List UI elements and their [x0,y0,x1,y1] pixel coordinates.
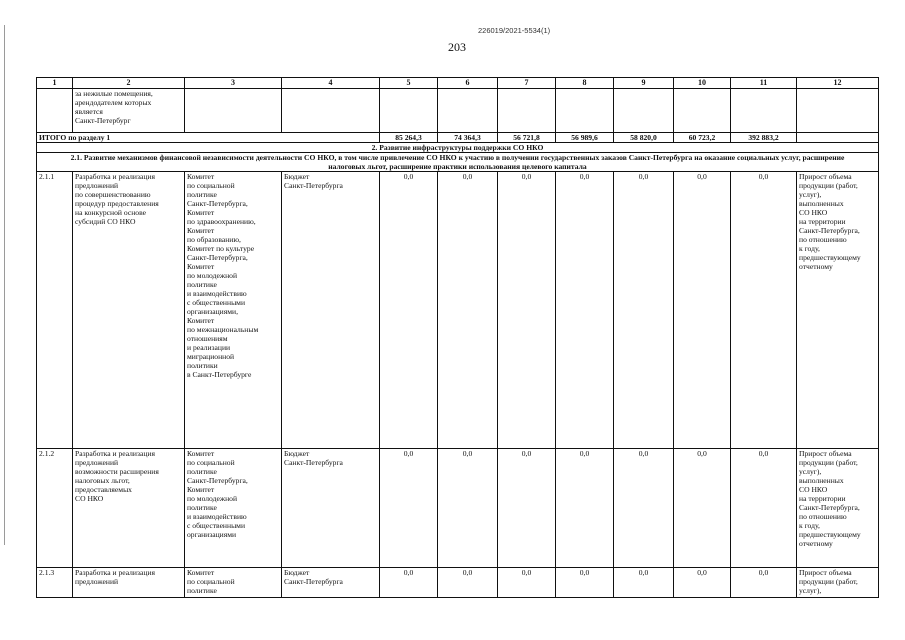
column-header: 4 [282,78,380,89]
funding-source: Бюджет Санкт-Петербурга [282,172,380,449]
program-table [36,77,879,598]
column-header: 8 [556,78,614,89]
amount-cell: 0,0 [498,449,556,568]
column-header: 3 [185,78,282,89]
amount-cell: 0,0 [380,568,438,598]
amount-cell: 0,0 [380,172,438,449]
column-header: 5 [380,78,438,89]
measure-name: Разработка и реализация предложений возможности расширения налоговых льгот, предоставляемых СО НКО [73,449,185,568]
column-header: 10 [674,78,731,89]
funding-source: Бюджет Санкт-Петербурга [282,449,380,568]
amount-cell: 0,0 [498,172,556,449]
measure-name: Разработка и реализация предложений [73,568,185,598]
amount-cell: 0,0 [438,172,498,449]
amount-cell: 0,0 [556,449,614,568]
row-number: 2.1.3 [37,568,73,598]
expected-result: Прирост объема продукции (работ, услуг), выполненных СО НКО на территории Санкт-Петербурга, по отношению к году, предшествующему отчетному [797,172,879,449]
total-value: 60 723,2 [674,133,731,143]
column-header: 11 [731,78,797,89]
page-number: 203 [448,40,466,54]
total-value: 85 264,3 [380,133,438,143]
column-header: 12 [797,78,879,89]
row-number: 2.1.1 [37,172,73,449]
amount-cell: 0,0 [556,172,614,449]
total-value: 56 721,8 [498,133,556,143]
measure-name: Разработка и реализация предложений по совершенствованию процедур предоставления на конкурсной основе субсидий СО НКО [73,172,185,449]
funding-source: Бюджет Санкт-Петербурга [282,568,380,598]
scan-edge-line [4,25,5,545]
table-row [37,172,879,449]
table-row [37,568,879,598]
table-row [37,449,879,568]
column-header: 6 [438,78,498,89]
continued-item-text: за нежилые помещения, арендодателем которых является Санкт-Петербург [73,89,185,133]
section-title: 2. Развитие инфраструктуры поддержки СО НКО [37,143,879,153]
amount-cell: 0,0 [438,568,498,598]
total-value: 56 989,6 [556,133,614,143]
total-label: ИТОГО по разделу 1 [37,133,380,143]
executor: Комитет по социальной политике Санкт-Петербурга, Комитет по здравоохранению, Комитет по образованию, Комитет по культуре Санкт-Петербурга, Комитет по молодежной политике и взаимодействию с общественными организациями, Комитет по межнациональным отношениям и реализации миграционной политики в Санкт-Петербурге [185,172,282,449]
subsection-row [37,153,879,172]
amount-cell: 0,0 [731,568,797,598]
executor: Комитет по социальной политике [185,568,282,598]
amount-cell: 0,0 [674,449,731,568]
column-header: 1 [37,78,73,89]
amount-cell: 0,0 [556,568,614,598]
amount-cell: 0,0 [498,568,556,598]
amount-cell: 0,0 [614,172,674,449]
amount-cell: 0,0 [380,449,438,568]
amount-cell: 0,0 [674,172,731,449]
total-row [37,133,879,143]
total-value: 392 883,2 [731,133,797,143]
total-value: 58 820,0 [614,133,674,143]
amount-cell: 0,0 [614,568,674,598]
amount-cell: 0,0 [674,568,731,598]
row-number: 2.1.2 [37,449,73,568]
total-value: 74 364,3 [438,133,498,143]
amount-cell: 0,0 [614,449,674,568]
document-id: 226019/2021-5534(1) [478,26,551,35]
expected-result: Прирост объема продукции (работ, услуг), [797,568,879,598]
column-header: 9 [614,78,674,89]
executor: Комитет по социальной политике Санкт-Петербурга, Комитет по молодежной политике и взаимодействию с общественными организациями [185,449,282,568]
column-header: 2 [73,78,185,89]
section-row [37,143,879,153]
amount-cell: 0,0 [731,449,797,568]
continued-row [37,89,879,133]
subsection-title: 2.1. Развитие механизмов финансовой независимости деятельности СО НКО, в том числе привлечение СО НКО к участию в получении государственных заказов Санкт-Петербурга на оказание социальных услуг, расширение налоговых льгот, расширение практики использования целевого капитала [37,153,879,172]
amount-cell: 0,0 [438,449,498,568]
expected-result: Прирост объема продукции (работ, услуг), выполненных СО НКО на территории Санкт-Петербурга, по отношению к году, предшествующему отчетному [797,449,879,568]
column-header: 7 [498,78,556,89]
amount-cell: 0,0 [731,172,797,449]
column-header-row [37,78,879,89]
